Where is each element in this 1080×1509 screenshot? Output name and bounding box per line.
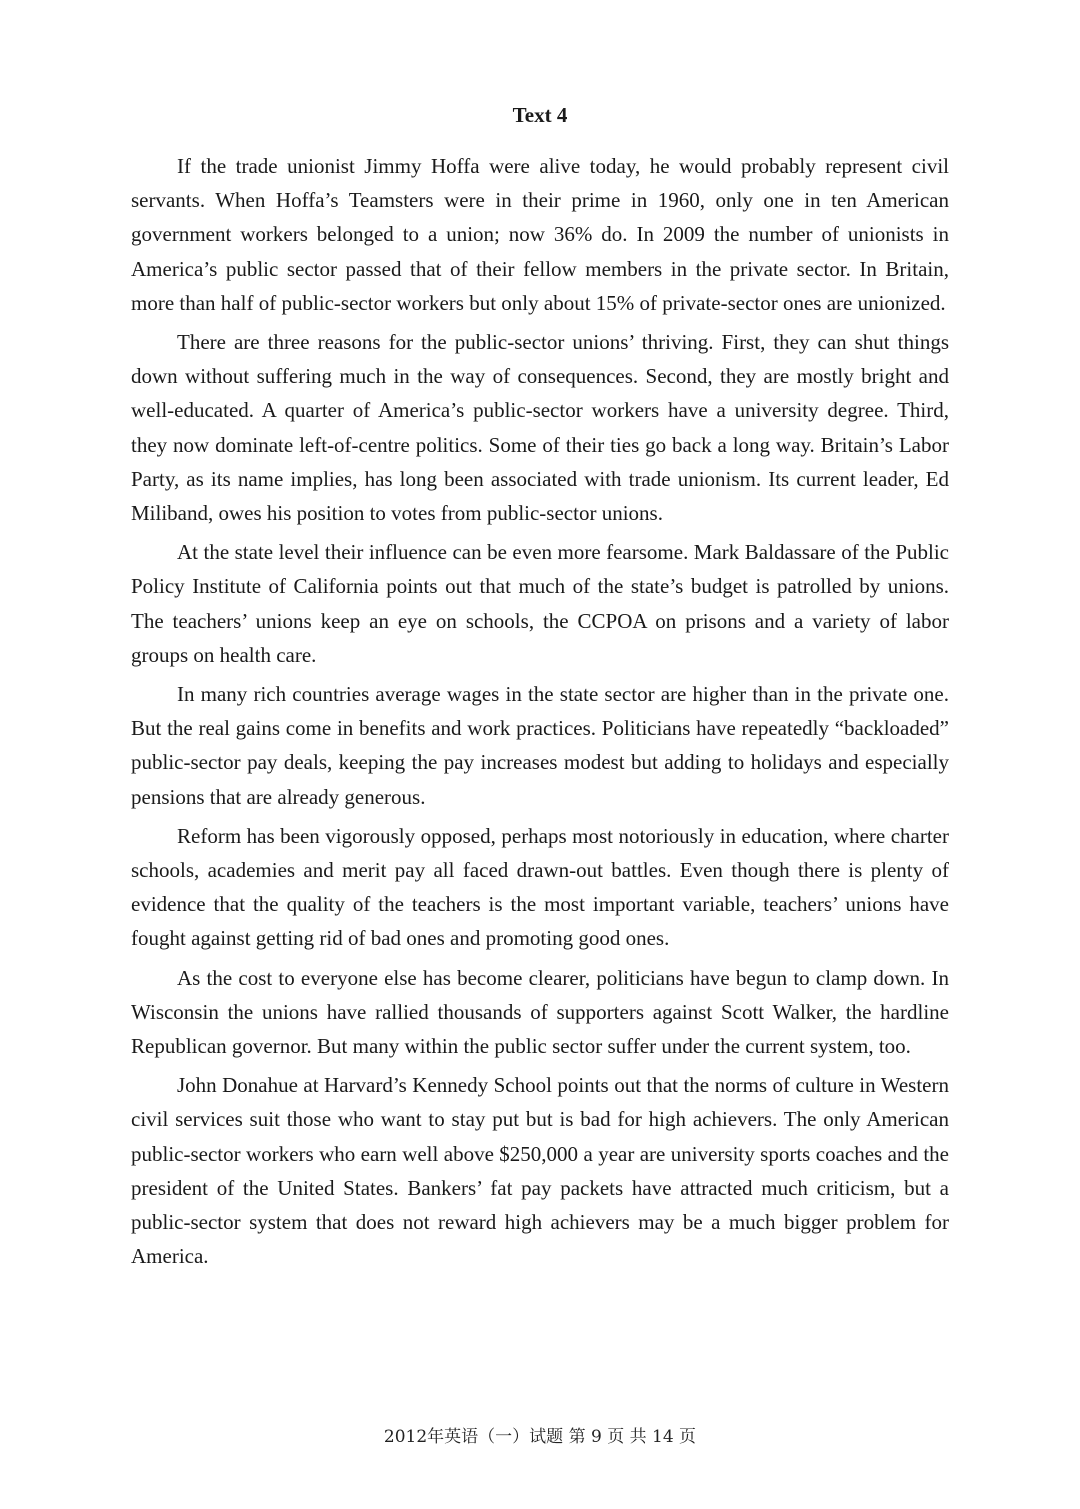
paragraph-2: There are three reasons for the public-sector unions’ thriving. First, they can shut things down without suffering much in the way of consequences. Second, they are mostly bright and well-educated. A quarter of America’s public-sector workers have a university degree. Third, they now dominate left-of-centre politics. Some of their ties go back a long way. Britain’s Labor Party, as its name implies, has long been associated with trade unionism. Its current leader, Ed Miliband, owes his position to votes from public-sector unions.: [131, 330, 949, 526]
page-footer: 2012年英语（一）试题 第 9 页 共 14 页: [383, 1427, 697, 1447]
paragraph-7: John Donahue at Harvard’s Kennedy School points out that the norms of culture in Western civil services suit those who want to stay put but is bad for high achievers. The only American public-sector workers who earn well above $250,000 a year are university sports coaches and the president of the United States. Bankers’ fat pay packets have attracted much criticism, but a public-sector system that does not reward high achievers may be a much bigger problem for America.: [131, 1073, 949, 1269]
paragraph-4: In many rich countries average wages in the state sector are higher than in the private one. But the real gains come in benefits and work practices. Politicians have repeatedly “backloaded” public-sector pay deals, keeping the pay increases modest but adding to holidays and especially pensions that are already generous.: [131, 682, 949, 809]
paragraph-6: As the cost to everyone else has become clearer, politicians have begun to clamp down. In Wisconsin the unions have rallied thousands of supporters against Scott Walker, the hardline Republican governor. But many within the public sector suffer under the current system, too.: [131, 965, 949, 1059]
paragraph-1: If the trade unionist Jimmy Hoffa were alive today, he would probably represent civil servants. When Hoffa’s Teamsters were in their prime in 1960, only one in ten American government workers belonged to a union; now 36% do. In 2009 the number of unionists in America’s public sector passed that of their fellow members in the private sector. In Britain, more than half of public-sector workers but only about 15% of private-sector ones are unionized.: [131, 154, 949, 315]
passage-title: Text 4: [512, 103, 568, 127]
paragraph-3: At the state level their influence can be even more fearsome. Mark Baldassare of the Public Policy Institute of California points out that much of the state’s budget is patrolled by unions. The teachers’ unions keep an eye on schools, the CCPOA on prisons and a variety of labor groups on health care.: [131, 540, 949, 667]
paragraph-5: Reform has been vigorously opposed, perhaps most notoriously in education, where charter schools, academies and merit pay all faced drawn-out battles. Even though there is plenty of evidence that the quality of the teachers is the most important variable, teachers’ unions have fought against getting rid of bad ones and promoting good ones.: [131, 823, 949, 951]
exam-page: [131, 100, 949, 1279]
